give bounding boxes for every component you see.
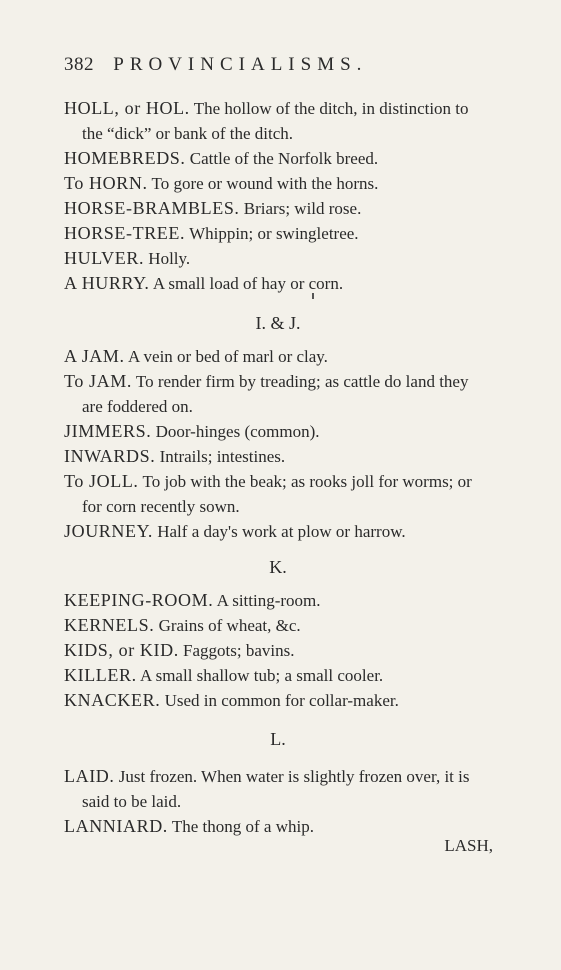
section-heading-ij: I. & J. xyxy=(255,313,301,333)
section-heading-l: L. xyxy=(270,729,286,749)
headword: KERNELS. xyxy=(64,615,155,635)
headword: KNACKER. xyxy=(64,690,161,710)
definition: A small shallow tub; a small cooler. xyxy=(140,666,384,685)
page-title: PROVINCIALISMS. xyxy=(113,54,368,75)
entry-kernels xyxy=(64,613,492,638)
entry-hurry xyxy=(64,271,492,296)
entry-horse-tree xyxy=(64,221,492,246)
entry-jimmers xyxy=(64,419,492,444)
entry-knacker xyxy=(64,688,492,713)
entry-to-jam xyxy=(64,369,492,419)
headword: KILLER. xyxy=(64,665,137,685)
entry-laid xyxy=(64,764,492,814)
headword: A JAM. xyxy=(64,346,125,366)
entry-killer xyxy=(64,663,492,688)
entry-joll xyxy=(64,469,492,519)
definition: The hollow of the ditch, in distinction to the “dick” or bank of the ditch. xyxy=(82,99,469,143)
section-heading-k: K. xyxy=(269,557,287,577)
running-head xyxy=(64,54,367,76)
entry-homebreds xyxy=(64,146,492,171)
entry-inwards xyxy=(64,444,492,469)
headword: JIMMERS. xyxy=(64,421,152,441)
headword: LANNIARD. xyxy=(64,816,168,836)
headword: To JOLL. xyxy=(64,471,139,491)
definition: To gore or wound with the horns. xyxy=(151,174,379,193)
headword: HOMEBREDS. xyxy=(64,148,186,168)
headword: KEEPING-ROOM. xyxy=(64,590,214,610)
headword: A HURRY. xyxy=(64,273,150,293)
headword: INWARDS. xyxy=(64,446,156,466)
entry-horn xyxy=(64,171,492,196)
entry-horse-brambles xyxy=(64,196,492,221)
entry-hulver xyxy=(64,246,492,271)
entry-kids xyxy=(64,638,492,663)
entries-h xyxy=(64,96,492,296)
definition: Holly. xyxy=(148,249,191,268)
definition: Door-hinges (common). xyxy=(155,422,320,441)
definition: Whippin; or swingletree. xyxy=(189,224,359,243)
page-number: 382 xyxy=(64,54,94,75)
entry-keeping-room xyxy=(64,588,492,613)
definition: Used in common for collar-maker. xyxy=(164,691,399,710)
headword: HULVER. xyxy=(64,248,145,268)
definition: The thong of a whip. xyxy=(171,817,314,836)
entry-journey xyxy=(64,519,492,544)
ink-mark xyxy=(312,293,314,299)
definition: A small load of hay or corn. xyxy=(152,274,344,293)
headword: To HORN. xyxy=(64,173,148,193)
definition: Grains of wheat, &c. xyxy=(158,616,301,635)
headword: HORSE-TREE. xyxy=(64,223,186,243)
definition: Faggots; bavins. xyxy=(183,641,295,660)
definition: A vein or bed of marl or clay. xyxy=(127,347,328,366)
definition: Intrails; intestines. xyxy=(159,447,286,466)
catchword: LASH, xyxy=(444,836,493,855)
definition: Cattle of the Norfolk breed. xyxy=(189,149,379,168)
definition: Half a day's work at plow or harrow. xyxy=(157,522,406,541)
entries-l xyxy=(64,764,492,839)
definition: Briars; wild rose. xyxy=(243,199,362,218)
definition: A sitting-room. xyxy=(216,591,321,610)
entries-k xyxy=(64,588,492,713)
headword: To JAM. xyxy=(64,371,132,391)
headword: HOLL, or HOL. xyxy=(64,98,190,118)
headword: KIDS, or KID. xyxy=(64,640,179,660)
entry-a-jam xyxy=(64,344,492,369)
entry-lanniard xyxy=(64,814,492,839)
headword: LAID. xyxy=(64,766,115,786)
definition: To job with the beak; as rooks joll for worms; or for corn recently sown. xyxy=(82,472,472,516)
definition: Just frozen. When water is slightly frozen over, it is said to be laid. xyxy=(82,767,470,811)
headword: JOURNEY. xyxy=(64,521,153,541)
entry-holl xyxy=(64,96,492,146)
entries-ij xyxy=(64,344,492,544)
definition: To render firm by treading; as cattle do land they are foddered on. xyxy=(82,372,469,416)
headword: HORSE-BRAMBLES. xyxy=(64,198,240,218)
